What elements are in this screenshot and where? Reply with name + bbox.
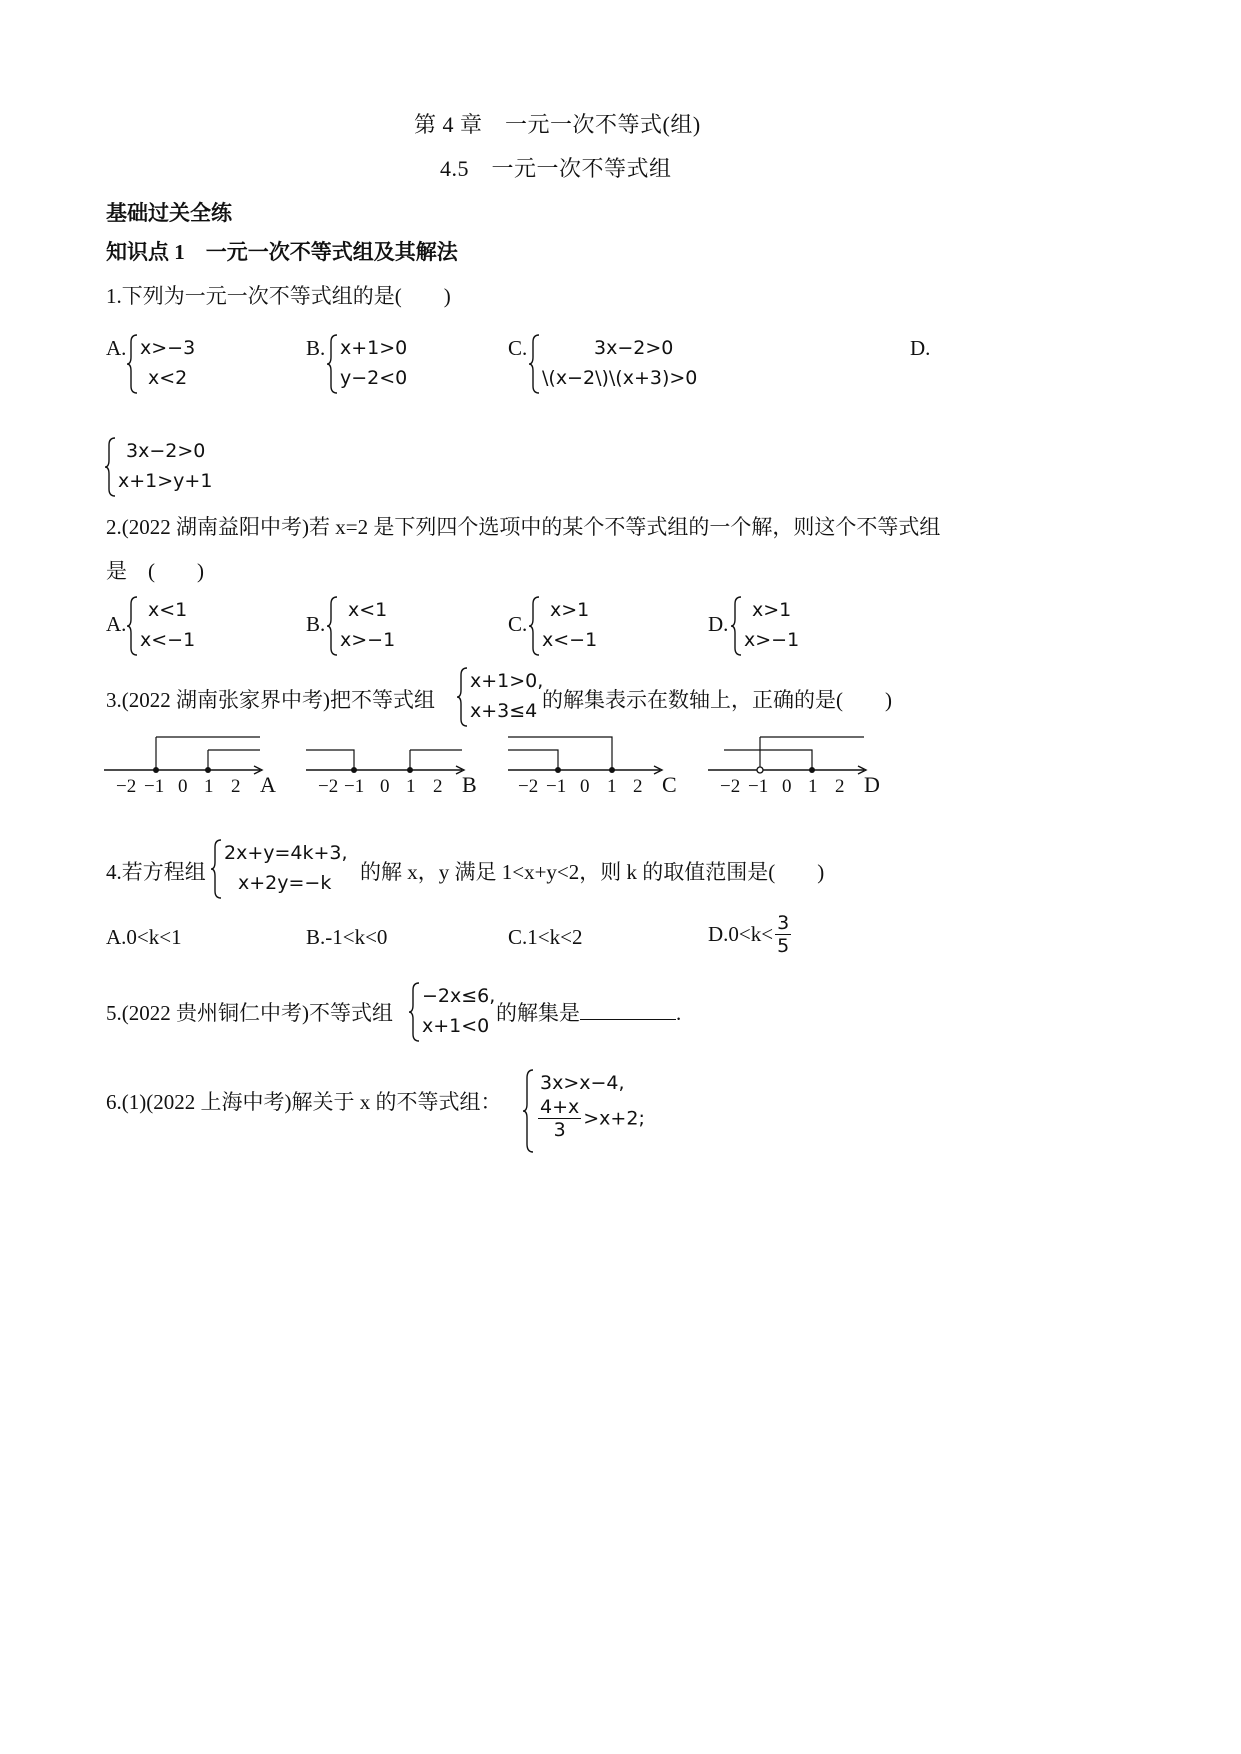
brace-icon <box>522 1068 536 1154</box>
svg-text:0: 0 <box>178 776 188 797</box>
brace-icon <box>326 333 340 395</box>
q2-stem-line1: 2.(2022 湖南益阳中考)若 x=2 是下列四个选项中的某个不等式组的一个解，则这个不等式组 <box>106 515 941 539</box>
q2-option-c-system: x>1 x<−1 <box>528 595 648 657</box>
q1-option-b-label: B. <box>306 336 326 360</box>
brace-icon <box>104 436 118 498</box>
svg-text:1: 1 <box>204 776 214 797</box>
svg-text:2: 2 <box>433 776 443 797</box>
number-line-a <box>104 730 294 802</box>
svg-text:D: D <box>864 772 880 797</box>
q4-stem-after: 的解 x，y 满足 1<x+y<2，则 k 的取值范围是( ) <box>360 860 825 884</box>
q2-option-b-system: x<1 x>−1 <box>326 595 446 657</box>
q2-stem-line2: 是 ( ) <box>106 559 204 583</box>
svg-text:−1: −1 <box>748 776 769 797</box>
svg-text:0: 0 <box>580 776 590 797</box>
q1-option-a-system: x>−3 x<2 <box>126 333 246 395</box>
number-line-b <box>306 730 496 802</box>
q5-system: −2x≤6, x+1<0 <box>408 981 498 1043</box>
svg-text:1: 1 <box>607 776 617 797</box>
svg-text:1: 1 <box>808 776 818 797</box>
section-title: 4.5 一元一次不等式组 <box>440 156 672 181</box>
q2-option-d-label: D. <box>708 612 729 636</box>
q5-stem-after: 的解集是 . <box>496 1001 682 1025</box>
q1-option-a-label: A. <box>106 336 127 360</box>
svg-text:0: 0 <box>380 776 390 797</box>
svg-text:C: C <box>662 772 677 797</box>
q4-system: 2x+y=4k+3, x+2y=−k <box>210 838 360 900</box>
q6-system: 3x>x−4, $\frac{4+x}{3}$ >x+2; <box>522 1068 672 1154</box>
q1-option-d-system: 3x−2>0 x+1>y+1 <box>104 436 264 498</box>
q1-option-c-system: 3x−2>0 \(x−2\)\(x+3)>0 <box>528 333 748 395</box>
svg-text:−2: −2 <box>116 776 137 797</box>
q1-option-b-system: x+1>0 y−2<0 <box>326 333 446 395</box>
fraction: $\frac{3}{5}$ <box>777 912 790 957</box>
svg-text:B: B <box>462 772 477 797</box>
q2-option-c-label: C. <box>508 612 528 636</box>
q4-option-a: A.0<k<1 <box>106 925 182 949</box>
brace-icon <box>528 333 542 395</box>
number-line-c <box>508 730 698 802</box>
practice-heading: 基础过关全练 <box>106 201 232 225</box>
answer-blank[interactable] <box>580 1001 676 1020</box>
q3-stem-after: 的解集表示在数轴上，正确的是( ) <box>542 688 892 712</box>
svg-text:−2: −2 <box>720 776 741 797</box>
number-line-d <box>708 730 898 802</box>
q4-option-b: B.-1<k<0 <box>306 925 388 949</box>
svg-text:2: 2 <box>633 776 643 797</box>
q1-stem: 1.下列为一元一次不等式组的是( ) <box>106 284 451 308</box>
q2-option-d-system: x>1 x>−1 <box>730 595 850 657</box>
fraction: $\frac{4+x}{3}$ <box>540 1096 580 1141</box>
q1-option-c-label: C. <box>508 336 528 360</box>
svg-text:−1: −1 <box>344 776 365 797</box>
svg-text:−2: −2 <box>518 776 539 797</box>
svg-text:A: A <box>260 772 276 797</box>
chapter-title: 第 4 章 一元一次不等式(组) <box>414 112 701 137</box>
q2-option-a-system: x<1 x<−1 <box>126 595 246 657</box>
q4-option-d: D.0<k< $\frac{3}{5}$ <box>708 912 790 957</box>
brace-icon <box>126 595 140 657</box>
svg-text:−1: −1 <box>546 776 567 797</box>
q5-stem-before: 5.(2022 贵州铜仁中考)不等式组 <box>106 1001 393 1025</box>
svg-text:−1: −1 <box>144 776 165 797</box>
q4-option-c: C.1<k<2 <box>508 925 583 949</box>
q3-system: x+1>0, x+3≤4 <box>456 666 542 728</box>
svg-text:0: 0 <box>782 776 792 797</box>
q1-option-d-label: D. <box>910 336 931 360</box>
svg-text:1: 1 <box>406 776 416 797</box>
svg-text:2: 2 <box>835 776 845 797</box>
brace-icon <box>210 838 224 900</box>
brace-icon <box>528 595 542 657</box>
brace-icon <box>126 333 140 395</box>
brace-icon <box>408 981 422 1043</box>
q3-stem-before: 3.(2022 湖南张家界中考)把不等式组 <box>106 688 435 712</box>
brace-icon <box>456 666 470 728</box>
brace-icon <box>326 595 340 657</box>
brace-icon <box>730 595 744 657</box>
q4-stem-before: 4.若方程组 <box>106 860 206 884</box>
knowledge-point-heading: 知识点 1 一元一次不等式组及其解法 <box>106 240 458 264</box>
q2-option-a-label: A. <box>106 612 127 636</box>
svg-text:−2: −2 <box>318 776 339 797</box>
q2-option-b-label: B. <box>306 612 326 636</box>
svg-text:2: 2 <box>231 776 241 797</box>
q6-stem: 6.(1)(2022 上海中考)解关于 x 的不等式组： <box>106 1090 502 1114</box>
